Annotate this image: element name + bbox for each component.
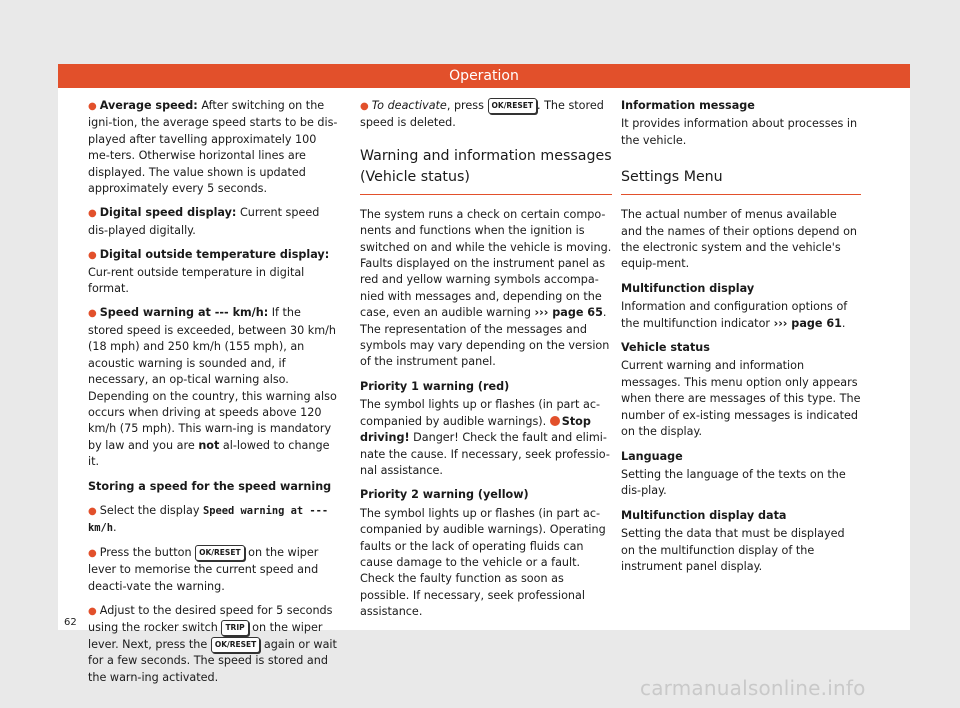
display-code: Speed warning at --- km/h — [88, 504, 329, 535]
mfd-body: Information and configuration options of the multifunction indicator — [621, 300, 848, 330]
bullet-icon: ● — [88, 505, 97, 517]
deactivate-item — [360, 98, 612, 132]
item-text: al-lowed to change it. — [88, 438, 330, 469]
intro-text: The system runs a check on certain compo-nents and functions when the ignition is switched on and while the vehicle is moving. Faults displayed on the instrument panel as red and yellow warning symbols accompa-nied with messages and, depending on the case, even an audible warning — [360, 207, 612, 320]
info-message-text: It provides information about processes in the vehicle. — [621, 117, 858, 147]
settings-menu-heading: Settings Menu — [621, 167, 861, 195]
ok-reset-key-icon: OK/RESET — [195, 545, 244, 561]
priority-text: The symbol lights up or flashes (in part ac-companied by audible warnings). — [360, 398, 601, 428]
bullet-icon: ● — [88, 208, 97, 220]
step-text: Adjust to the desired speed for 5 seconds using the rocker switch — [88, 603, 333, 635]
ok-reset-key-icon: OK/RESET — [211, 637, 260, 653]
column-3 — [621, 98, 861, 583]
info-message-heading: Information message — [621, 99, 755, 112]
trip-key-icon: TRIP — [221, 620, 248, 636]
item-label: Speed warning at --- km/h: — [99, 306, 269, 320]
bullet-icon: ● — [88, 308, 97, 320]
bullet-icon: ● — [360, 101, 369, 112]
item-text: , press — [446, 99, 488, 112]
step-3 — [88, 603, 338, 686]
step-text: . — [113, 521, 117, 535]
settings-text: The actual number of menus available and the names of their options depend on the electronic system and the vehicle's equip-ment. — [621, 208, 858, 271]
watermark: carmanualsonline.info — [640, 676, 866, 700]
average-speed-item — [88, 98, 338, 197]
step-text: Select the display — [99, 503, 204, 517]
mfd-data-heading: Multifunction display data — [621, 508, 787, 522]
item-text: Cur-rent outside temperature in digital format. — [88, 265, 305, 296]
speed-warning-item — [88, 305, 338, 470]
warning-messages-heading: Warning and information messages (Vehicle status) — [360, 146, 612, 195]
language-text: Setting the language of the texts on the dis-play. — [621, 467, 846, 498]
column-1 — [88, 98, 338, 694]
item-text: After switching on the igni-tion, the average speed starts to be dis-played after tavelling approximately 100 me-ters. Otherwise horizontal lines are displayed. The value shown is updated approximately every 5 seconds. — [88, 99, 338, 196]
intro-text: . The representation of the messages and symbols may vary depending on the version of the instrument panel. — [360, 306, 610, 369]
bullet-icon: ● — [88, 250, 97, 262]
priority-text: Danger! Check the fault and elimi-nate the cause. If necessary, seek professio-nal assistance. — [360, 431, 610, 477]
column-2 — [360, 98, 612, 629]
mfd-text — [621, 299, 861, 332]
bullet-icon: ● — [88, 605, 97, 617]
emphasis-not: not — [198, 438, 220, 452]
language-heading: Language — [621, 449, 683, 463]
section-banner: Operation — [58, 64, 910, 88]
storing-heading: Storing a speed for the speed warning — [88, 479, 332, 493]
mfd-data-text: Setting the data that must be displayed on the multifunction display of the instrument panel display. — [621, 527, 845, 573]
step-text: on the wiper lever. Next, press the — [88, 621, 323, 651]
item-text: . The stored speed is deleted. — [360, 99, 604, 130]
priority-1-heading: Priority 1 warning (red) — [360, 379, 510, 393]
priority-2-text: The symbol lights up or flashes (in part ac-companied by audible warnings). Operating faults or the lack of operating fluids can cause damage to the vehicle or a fault. Check the faulty function as soon as possible. If necessary, seek professional assistance. — [360, 506, 606, 619]
priority-1-text — [360, 397, 612, 479]
bullet-icon: ● — [88, 547, 97, 559]
item-label: Average speed: — [99, 99, 198, 112]
item-label: Digital outside temperature display: — [99, 248, 330, 262]
page-number: 62 — [64, 617, 77, 628]
digital-speed-item — [88, 205, 338, 239]
mfd-heading: Multifunction display — [621, 281, 755, 295]
bullet-icon: ● — [88, 101, 97, 112]
page-reference-link[interactable]: ››› page 65 — [534, 306, 603, 320]
step-2 — [88, 545, 338, 595]
mfd-body: . — [841, 316, 846, 330]
step-text: Press the button — [99, 545, 196, 559]
step-text: on the wiper lever to memorise the current speed and deacti-vate the warning. — [88, 545, 319, 593]
stop-icon — [550, 416, 560, 426]
warning-intro — [360, 207, 612, 371]
manual-page — [58, 64, 910, 684]
step-text: again or wait for a few seconds. The speed is stored and the warn-ing activated. — [88, 637, 337, 684]
item-label: Digital speed display: — [99, 206, 237, 220]
step-1 — [88, 503, 338, 537]
vehicle-status-text: Current warning and information messages. This menu option only appears when there are messages of this type. The number of ex-isting messages is indicated on the display. — [621, 359, 861, 439]
page-reference-link[interactable]: ››› page 61 — [773, 316, 842, 330]
item-text: If the stored speed is exceeded, between 30 km/h (18 mph) and 250 km/h (155 mph), an acoustic warning is sounded and, if necessary, an op-tical warning also. Depending on the country, this warning also occurs when driving at speeds above 120 km/h (75 mph). This warn-ing is mandatory by law and you are — [88, 306, 337, 452]
deactivate-label: To deactivate — [371, 99, 447, 112]
outside-temp-item — [88, 247, 338, 297]
stop-driving-label: Stop driving! — [360, 414, 591, 445]
item-text: Current speed dis-played digitally. — [88, 206, 320, 237]
priority-2-heading: Priority 2 warning (yellow) — [360, 488, 529, 502]
vehicle-status-heading: Vehicle status — [621, 341, 710, 355]
ok-reset-key-icon: OK/RESET — [488, 98, 537, 114]
